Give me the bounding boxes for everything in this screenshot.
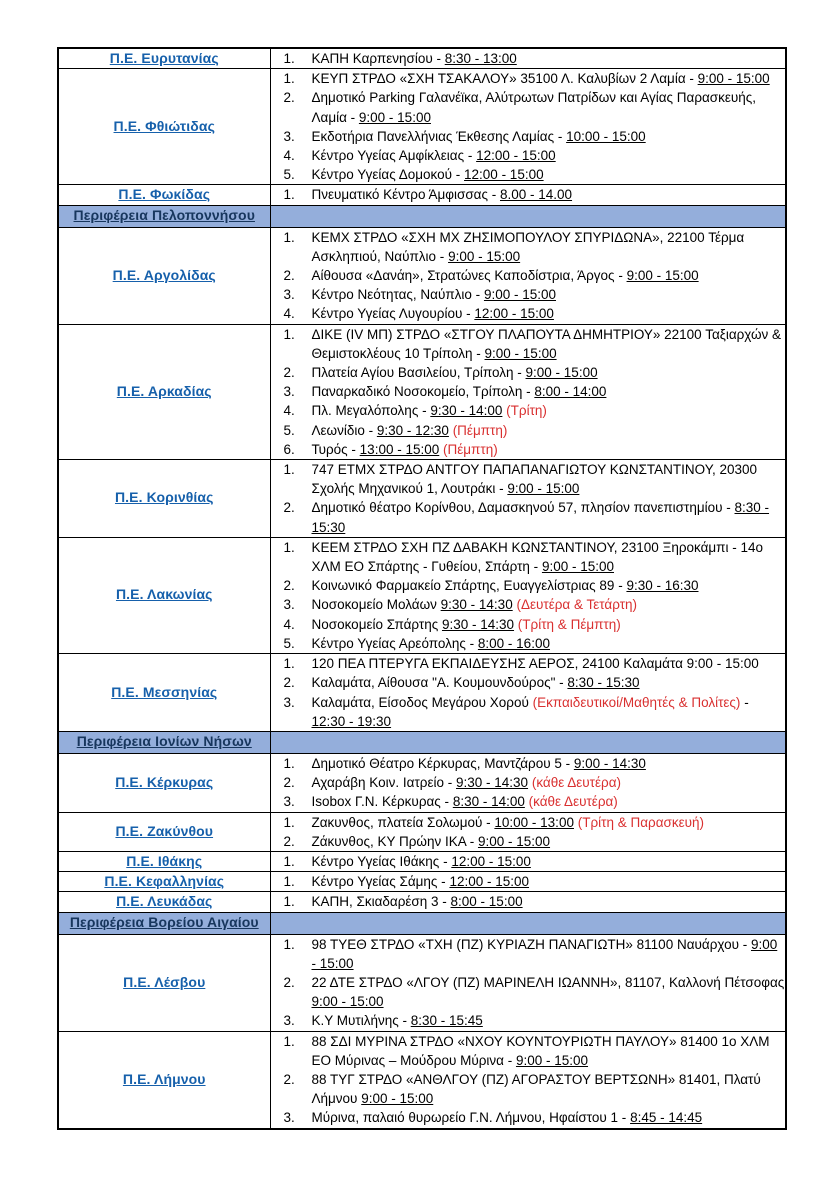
location-item <box>271 832 786 851</box>
region-row <box>58 812 786 851</box>
location-text: Ζακυνθος, πλατεία Σολωμού - <box>311 814 495 830</box>
location-item <box>271 615 786 634</box>
location-item <box>271 1032 786 1070</box>
time-range: 8:30 - 15:30 <box>311 500 770 535</box>
day-note: (Εκπαιδευτικοί/Μαθητές & Πολίτες) <box>532 694 741 710</box>
locations-cell <box>270 48 786 69</box>
locations-cell <box>270 324 786 459</box>
time-range: 9:00 - 15:00 <box>448 248 521 264</box>
perifereia-header-cell <box>58 205 270 227</box>
location-item <box>271 498 786 536</box>
region-row <box>58 851 786 871</box>
time-range: 8:00 - 15:00 <box>450 894 523 910</box>
location-text: Ζάκυνθος, ΚΥ Πρώην ΙΚΑ - <box>311 833 478 849</box>
location-text: Κέντρο Υγείας Λυγουρίου - <box>311 306 475 322</box>
location-text: Καλαμάτα, Αίθουσα "Α. Κουμουνδούρος" - <box>311 675 568 691</box>
region-link[interactable]: Π.Ε. Κορινθίας <box>114 489 214 506</box>
location-text: Κέντρο Νεότητας, Ναύπλιο - <box>311 287 484 303</box>
region-row <box>58 48 786 69</box>
locations-list <box>271 538 786 653</box>
location-text: 22 ΔΤΕ ΣΤΡΔΟ «ΛΓΟΥ (ΠΖ) ΜΑΡΙΝΕΛΗ ΙΩΑΝΝΗ», 81107, Καλλονή Πέτσοφας <box>311 974 785 990</box>
time-range: 10:00 - 13:00 <box>494 814 574 830</box>
region-row <box>58 872 786 892</box>
location-item <box>271 165 786 184</box>
location-item <box>271 304 786 323</box>
location-text: 120 ΠΕΑ ΠΤΕΡΥΓΑ ΕΚΠΑΙΔΕΥΣΗΣ ΑΕΡΟΣ, 24100 Καλαμάτα 9:00 - 15:00 <box>311 656 759 672</box>
region-link[interactable]: Π.Ε. Λευκάδας <box>116 892 213 909</box>
region-link[interactable]: Π.Ε. Λέσβου <box>123 973 206 990</box>
location-text: Κέντρο Υγείας Σάμης - <box>311 874 450 890</box>
time-range: 9:30 - 12:30 <box>376 422 449 438</box>
region-name-cell <box>58 324 270 459</box>
region-name-cell <box>58 227 270 324</box>
day-note: (κάθε Δευτέρα) <box>528 794 618 810</box>
time-range: 12:30 - 19:30 <box>311 713 392 729</box>
time-range: 8:30 - 15:45 <box>410 1013 483 1029</box>
location-text: ΚΑΠΗ Καρπενησίου - <box>311 51 445 66</box>
location-item <box>271 673 786 692</box>
location-text: 98 ΤΥΕΘ ΣΤΡΔΟ «ΤΧΗ (ΠΖ) ΚΥΡΙΑΖΗ ΠΑΝΑΓΙΩΤΗ» 81100 Ναυάρχου - <box>311 936 751 952</box>
region-row <box>58 185 786 205</box>
time-range: 8:30 - 13:00 <box>444 51 517 66</box>
location-item <box>271 228 786 266</box>
location-text: Καλαμάτα, Είσοδος Μεγάρου Χορού <box>311 694 533 710</box>
time-range: 12:00 - 15:00 <box>464 167 544 183</box>
location-item <box>271 285 786 304</box>
time-range: 9:30 - 14:30 <box>441 616 515 632</box>
time-range: 8:45 - 14:45 <box>630 1110 703 1126</box>
locations-list <box>271 872 786 891</box>
location-item <box>271 460 786 498</box>
location-item <box>271 595 786 614</box>
region-name-cell <box>58 537 270 653</box>
region-row <box>58 654 786 732</box>
time-range: 9:00 - 15:00 <box>541 559 614 575</box>
region-name-cell <box>58 654 270 732</box>
locations-cell <box>270 460 786 538</box>
region-name-cell <box>58 812 270 851</box>
region-name-cell <box>58 851 270 871</box>
location-text: Κέντρο Υγείας Ιθάκης - <box>311 853 452 869</box>
time-range: 8:30 - 14:00 <box>452 794 525 810</box>
time-range: 9:00 - 15:00 <box>484 345 557 361</box>
time-range: 9:30 - 16:30 <box>626 578 699 594</box>
region-name-cell <box>58 460 270 538</box>
location-item <box>271 401 786 420</box>
region-row <box>58 460 786 538</box>
time-range: 8.00 - 14.00 <box>499 187 573 203</box>
time-range: 10:00 - 15:00 <box>566 128 646 144</box>
locations-list <box>271 49 786 68</box>
region-row <box>58 537 786 653</box>
location-item <box>271 935 786 973</box>
location-text: Δημοτικό Θέατρο Κέρκυρας, Μαντζάρου 5 - <box>311 755 574 771</box>
location-text: ΔΙΚΕ (IV ΜΠ) ΣΤΡΔΟ «ΣΤΓΟΥ ΠΛΑΠΟΥΤΑ ΔΗΜΗΤΡΙΟΥ» 22100 Ταξιαρχών & Θεμιστοκλέους 10 Τρίπολη - <box>311 326 782 361</box>
location-item <box>271 813 786 832</box>
locations-list <box>271 460 786 537</box>
region-link[interactable]: Π.Ε. Φθιώτιδας <box>113 117 215 134</box>
region-row <box>58 753 786 812</box>
location-item <box>271 693 786 731</box>
region-link[interactable]: Π.Ε. Αργολίδας <box>112 266 216 283</box>
time-range: 12:00 - 15:00 <box>474 306 554 322</box>
location-text: ΚΑΠΗ, Σκιαδαρέση 3 - <box>311 894 451 910</box>
perifereia-header-cell <box>58 912 270 934</box>
location-text: Λεωνίδιο - <box>311 422 377 438</box>
perifereia-header-link[interactable]: Περιφέρεια Βορείου Αιγαίου <box>69 914 259 931</box>
location-item <box>271 88 786 126</box>
region-name-cell <box>58 753 270 812</box>
location-item <box>271 654 786 673</box>
day-note: (Δευτέρα & Τετάρτη) <box>516 597 638 613</box>
time-range: 9:00 - 15:00 <box>626 268 699 284</box>
location-text: Δημοτικό θέατρο Κορίνθου, Δαμασκηνού 57, πλησίον πανεπιστημίου - <box>311 500 735 516</box>
time-range: 9:30 - 14:30 <box>440 597 513 613</box>
location-text: ΚΕΥΠ ΣΤΡΔΟ «ΣΧΗ ΤΣΑΚΑΛΟΥ» 35100 Λ. Καλυβίων 2 Λαμία - <box>311 71 698 87</box>
time-range: 9:00 - 15:00 <box>515 1052 589 1068</box>
locations-cell <box>270 185 786 205</box>
time-range: 13:00 - 15:00 <box>359 441 440 457</box>
time-range: 9:00 - 15:00 <box>311 994 384 1010</box>
region-name-cell <box>58 934 270 1031</box>
location-text: Κέντρο Υγείας Αμφίκλειας - <box>311 148 477 164</box>
location-text: ΚΕΜΧ ΣΤΡΔΟ «ΣΧΗ ΜΧ ΖΗΣΙΜΟΠΟΥΛΟΥ ΣΠΥΡΙΔΩΝΑ», 22100 Τέρμα Ασκληπιού, Ναύπλιο - <box>311 229 745 264</box>
location-text: Isobox Γ.Ν. Κέρκυρας - <box>311 794 453 810</box>
region-row <box>58 227 786 324</box>
location-item <box>271 538 786 576</box>
location-text: Πλ. Μεγαλόπολης - <box>311 403 431 419</box>
locations-cell <box>270 872 786 892</box>
location-item <box>271 576 786 595</box>
day-note: (κάθε Δευτέρα) <box>531 775 621 791</box>
location-text: Αίθουσα «Δανάη», Στρατώνες Καποδίστρια, Άργος - <box>311 268 627 284</box>
region-link[interactable]: Π.Ε. Κεφαλληνίας <box>104 872 225 889</box>
time-range: 9:00 - 15:00 <box>361 1091 434 1107</box>
day-note: (Τρίτη) <box>506 403 547 419</box>
location-text: Εκδοτήρια Πανελλήνιας Έκθεσης Λαμίας - <box>311 128 567 144</box>
schedule-table-body <box>58 48 786 1129</box>
location-item <box>271 634 786 653</box>
region-link[interactable]: Π.Ε. Ιθάκης <box>126 852 203 869</box>
locations-list <box>271 813 786 851</box>
region-row <box>58 892 786 912</box>
time-range: 12:00 - 15:00 <box>476 148 556 164</box>
region-link[interactable]: Π.Ε. Φωκίδας <box>118 186 211 203</box>
region-row <box>58 1031 786 1129</box>
region-name-cell <box>58 48 270 69</box>
locations-cell <box>270 892 786 912</box>
location-text: Δημοτικό Parking Γαλανέϊκα, Αλύτρωτων Πατρίδων και Αγίας Παρασκευής, Λαμία - <box>311 90 757 125</box>
perifereia-header-spacer <box>270 912 786 934</box>
locations-list <box>271 185 786 204</box>
location-text: Παναρκαδικό Νοσοκομείο, Τρίπολη - <box>311 384 535 400</box>
region-name-cell <box>58 872 270 892</box>
locations-cell <box>270 934 786 1031</box>
locations-cell <box>270 227 786 324</box>
locations-list <box>271 754 786 812</box>
time-range: 9:30 - 14:00 <box>430 403 503 419</box>
locations-cell <box>270 654 786 732</box>
location-item <box>271 1070 786 1108</box>
region-row <box>58 324 786 459</box>
time-range: 8:00 - 14:00 <box>534 384 607 400</box>
location-item <box>271 754 786 773</box>
region-row <box>58 934 786 1031</box>
day-note: (Πέμπτη) <box>443 441 498 457</box>
location-item <box>271 872 786 891</box>
location-text: Νοσοκομείο Σπάρτης <box>311 616 442 632</box>
time-range: 9:00 - 15:00 <box>477 833 551 849</box>
location-text: 88 ΣΔΙ ΜΥΡΙΝΑ ΣΤΡΔΟ «ΝΧΟΥ ΚΟΥΝΤΟΥΡΙΩΤΗ ΠΑΥΛΟΥ» 81400 1ο ΧΛΜ ΕΟ Μύρινας – Μούδρου Μύρινα - <box>311 1033 770 1068</box>
region-link[interactable]: Π.Ε. Αρκαδίας <box>116 382 212 399</box>
location-item <box>271 49 786 68</box>
location-item <box>271 185 786 204</box>
time-range: 9:00 - 15:00 <box>358 109 431 125</box>
location-item <box>271 773 786 792</box>
locations-list <box>271 228 786 324</box>
perifereia-header-link[interactable]: Περιφέρεια Ιονίων Νήσων <box>76 733 252 750</box>
perifereia-header-cell <box>58 731 270 753</box>
location-text: 747 ΕΤΜΧ ΣΤΡΔΟ ΑΝΤΓΟΥ ΠΑΠΑΠΑΝΑΓΙΩΤΟΥ ΚΩΝΣΤΑΝΤΙΝΟΥ, 20300 Σχολής Μηχανικού 1, Λουτράκι - <box>311 462 758 497</box>
location-item <box>271 325 786 363</box>
locations-list <box>271 935 786 1031</box>
location-item <box>271 440 786 459</box>
location-text: Κέντρο Υγείας Αρεόπολης - <box>311 635 478 651</box>
perifereia-header-row <box>58 731 786 753</box>
time-range: 8:00 - 16:00 <box>477 635 550 651</box>
locations-list <box>271 892 786 911</box>
time-range: 9:00 - 15:00 <box>483 287 556 303</box>
location-text: Πλατεία Αγίου Βασιλείου, Τρίπολη - <box>311 365 526 381</box>
location-item <box>271 69 786 88</box>
time-range: 9:00 - 15:00 <box>311 936 778 971</box>
day-note: (Τρίτη & Παρασκευή) <box>577 814 705 830</box>
locations-list <box>271 69 786 184</box>
time-range: 9:00 - 15:00 <box>507 481 580 497</box>
time-range: 9:00 - 15:00 <box>525 365 598 381</box>
day-note: (Τρίτη & Πέμπτη) <box>517 616 621 632</box>
time-range: 12:00 - 15:00 <box>451 853 531 869</box>
location-text: Τυρός - <box>311 441 360 457</box>
location-item <box>271 146 786 165</box>
day-note: (Πέμπτη) <box>452 422 508 438</box>
location-text: Πνευματικό Κέντρο Άμφισσας - <box>311 187 500 203</box>
location-text: 88 ΤΥΓ ΣΤΡΔΟ «ΑΝΘΛΓΟΥ (ΠΖ) ΑΓΟΡΑΣΤΟΥ ΒΕΡΤΣΩΝΗ» 81401, Πλατύ Λήμνου <box>311 1071 761 1107</box>
locations-list <box>271 852 786 871</box>
location-item <box>271 127 786 146</box>
locations-cell <box>270 851 786 871</box>
region-name-cell <box>58 69 270 185</box>
location-text: ΚΕΕΜ ΣΤΡΔΟ ΣΧΗ ΠΖ ΔΑΒΑΚΗ ΚΩΝΣΤΑΝΤΙΝΟΥ, 23100 Ξηροκάμπι - 14ο ΧΛΜ ΕΟ Σπάρτης - Γυθείου, Σπάρτη - <box>311 539 764 575</box>
document-page <box>57 47 787 1130</box>
region-link[interactable]: Π.Ε. Ευρυτανίας <box>109 49 219 66</box>
time-range: 9:30 - 14:30 <box>456 775 529 791</box>
region-name-cell <box>58 1031 270 1129</box>
location-text: - <box>740 694 749 710</box>
perifereia-header-row <box>58 912 786 934</box>
locations-cell <box>270 753 786 812</box>
locations-cell <box>270 1031 786 1129</box>
time-range: 8:30 - 15:30 <box>567 675 640 691</box>
location-item <box>271 1108 786 1127</box>
perifereia-header-spacer <box>270 731 786 753</box>
location-item <box>271 792 786 811</box>
time-range: 12:00 - 15:00 <box>449 874 530 890</box>
location-item <box>271 363 786 382</box>
location-text: Μύρινα, παλαιό θυρωρείο Γ.Ν. Λήμνου, Ηφαίστου 1 - <box>311 1110 631 1126</box>
locations-cell <box>270 537 786 653</box>
locations-list <box>271 325 786 459</box>
location-text: Κέντρο Υγείας Δομοκού - <box>311 167 465 183</box>
locations-cell <box>270 812 786 851</box>
location-item <box>271 1011 786 1030</box>
location-item <box>271 973 786 1011</box>
region-link[interactable]: Π.Ε. Κέρκυρας <box>115 773 214 790</box>
time-range: 9:00 - 14:30 <box>573 755 646 771</box>
locations-cell <box>270 69 786 185</box>
region-name-cell <box>58 892 270 912</box>
locations-list <box>271 654 786 731</box>
region-row <box>58 69 786 185</box>
schedule-table <box>57 47 787 1130</box>
location-item <box>271 382 786 401</box>
location-text: Κοινωνικό Φαρμακείο Σπάρτης, Ευαγγελίστριας 89 - <box>311 578 627 594</box>
location-item <box>271 852 786 871</box>
perifereia-header-row <box>58 205 786 227</box>
region-name-cell <box>58 185 270 205</box>
locations-list <box>271 1032 786 1128</box>
location-item <box>271 266 786 285</box>
location-text: Νοσοκομείο Μολάων <box>311 597 441 613</box>
region-link[interactable]: Π.Ε. Λήμνου <box>122 1070 206 1087</box>
perifereia-header-link[interactable]: Περιφέρεια Πελοποννήσου <box>73 207 255 224</box>
location-text: Αχαράβη Κοιν. Ιατρείο - <box>311 775 456 791</box>
location-text: Κ.Υ Μυτιλήνης - <box>311 1013 411 1029</box>
time-range: 9:00 - 15:00 <box>697 71 770 87</box>
region-link[interactable]: Π.Ε. Μεσσηνίας <box>111 683 218 700</box>
location-item <box>271 421 786 440</box>
region-link[interactable]: Π.Ε. Ζακύνθου <box>115 822 214 839</box>
perifereia-header-spacer <box>270 205 786 227</box>
region-link[interactable]: Π.Ε. Λακωνίας <box>115 586 213 603</box>
location-item <box>271 892 786 911</box>
